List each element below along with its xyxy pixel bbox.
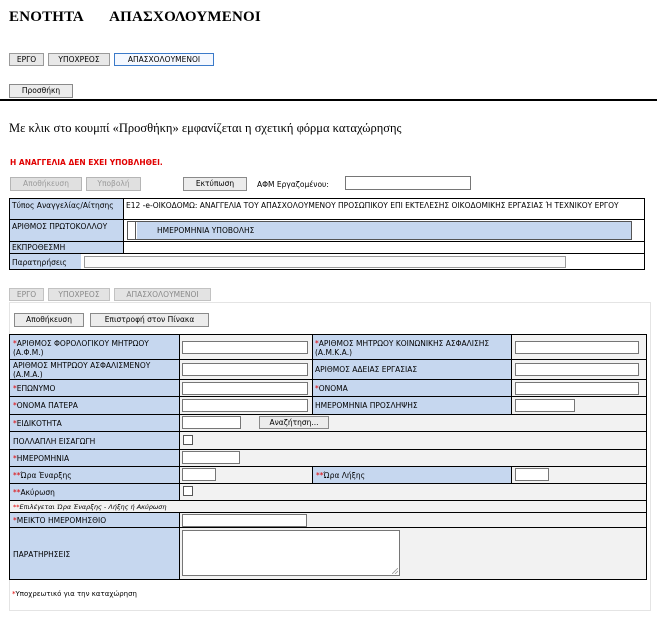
afm-input[interactable]	[182, 341, 308, 354]
form-save-button[interactable]: Αποθήκευση	[14, 313, 84, 327]
afm-employee-label: ΑΦΜ Εργαζομένου:	[257, 180, 329, 189]
warning-text: Η ΑΝΑΓΓΕΛΙΑ ΔΕΝ ΕΧΕΙ ΥΠΟΒΛΗΘΕΙ.	[10, 158, 163, 167]
heading-section: ΕΝΟΤΗΤΑ	[9, 9, 84, 25]
end-time-label: **Ώρα Λήξης	[316, 471, 366, 480]
type-label: Τύπος Αναγγελίας/Αίτησης	[12, 201, 114, 210]
cancellation-label: **Ακύρωση	[13, 488, 55, 497]
employee-form-grid	[9, 334, 647, 580]
summary-table	[9, 198, 645, 270]
notes-label: Παρατηρήσεις	[12, 258, 67, 267]
name-input[interactable]	[515, 382, 639, 395]
tab-apasxoloumenoi[interactable]: ΑΠΑΣΧΟΛΟΥΜΕΝΟΙ	[114, 53, 214, 66]
multi-entry-checkbox[interactable]	[183, 435, 193, 445]
start-time-label: **Ώρα Έναρξης	[13, 471, 72, 480]
date-input[interactable]	[182, 451, 240, 464]
work-permit-label: ΑΡΙΘΜΟΣ ΑΔΕΙΑΣ ΕΡΓΑΣΙΑΣ	[315, 365, 418, 374]
submit-button[interactable]: Υποβολή	[86, 177, 141, 191]
hire-date-input[interactable]	[515, 399, 575, 412]
father-name-input[interactable]	[182, 399, 308, 412]
surname-label: *ΕΠΩΝΥΜΟ	[13, 384, 56, 393]
specialty-label: *ΕΙΔΙΚΟΤΗΤΑ	[13, 419, 62, 428]
start-time-input[interactable]	[182, 468, 216, 481]
end-time-input[interactable]	[515, 468, 549, 481]
father-name-label: *ΟΝΟΜΑ ΠΑΤΕΡΑ	[13, 401, 78, 410]
print-button[interactable]: Εκτύπωση	[183, 177, 247, 191]
name-label: *ΟΝΟΜΑ	[315, 384, 348, 393]
surname-input[interactable]	[182, 382, 308, 395]
page-heading	[9, 9, 261, 26]
amka-input[interactable]	[515, 341, 639, 354]
header-divider	[0, 99, 657, 101]
specialty-search-button[interactable]: Αναζήτηση...	[259, 416, 329, 429]
form-tab-ergo[interactable]: ΕΡΓΟ	[9, 288, 44, 301]
ama-label: ΑΡΙΘΜΟΣ ΜΗΤΡΩΟΥ ΑΣΦΑΛΙΣΜΕΝΟΥ (Α.Μ.Α.)	[13, 361, 151, 379]
back-to-table-button[interactable]: Επιστροφή στον Πίνακα	[90, 313, 209, 327]
submit-date-label: ΗΜΕΡΟΜΗΝΙΑ ΥΠΟΒΟΛΗΣ	[157, 226, 255, 235]
specialty-input[interactable]	[182, 416, 241, 429]
daily-wage-input[interactable]	[182, 514, 307, 527]
resize-handle-icon[interactable]	[392, 568, 398, 574]
tab-ergo[interactable]: ΕΡΓΟ	[9, 53, 44, 66]
notes-input[interactable]	[84, 256, 566, 268]
heading-title: ΑΠΑΣΧΟΛΟΥΜΕΝΟΙ	[109, 9, 261, 25]
date-label: *ΗΜΕΡΟΜΗΝΙΑ	[13, 454, 70, 463]
add-button[interactable]: Προσθήκη	[9, 84, 73, 98]
type-value: Ε12 -e-ΟΙΚΟΔΟΜΩ: ΑΝΑΓΓΕΛΙΑ ΤΟΥ ΑΠΑΣΧΟΛΟΥΜΕΝΟΥ ΠΡΟΣΩΠΙΚΟΥ ΕΠΙ ΕΚΤΕΛΕΣΗΣ ΟΙΚΟΔΟΜΙΚΗΣ ΕΡΓΑΣΙΑΣ Ή ΤΕΧΝΙΚΟΥ ΕΡΓΟΥ	[126, 201, 619, 210]
mandatory-note: *Υποχρεωτικό για την καταχώρηση	[12, 590, 137, 598]
remarks-label: ΠΑΡΑΤΗΡΗΣΕΙΣ	[13, 550, 71, 559]
amka-label: *ΑΡΙΘΜΟΣ ΜΗΤΡΩΟΥ ΚΟΙΝΩΝΙΚΗΣ ΑΣΦΑΛΙΣΗΣ (Α.Μ.Κ.Α.)	[315, 339, 490, 357]
instruction-text: Με κλικ στο κουμπί «Προσθήκη» εμφανίζεται η σχετική φόρμα καταχώρησης	[9, 121, 402, 135]
daily-wage-label: *ΜΕΙΚΤΟ ΗΜΕΡΟΜΗΣΘΙΟ	[13, 516, 107, 525]
multi-entry-label: ΠΟΛΛΑΠΛΗ ΕΙΣΑΓΩΓΗ	[13, 437, 96, 446]
remarks-textarea[interactable]	[182, 530, 400, 576]
work-permit-input[interactable]	[515, 363, 639, 376]
hire-date-label: ΗΜΕΡΟΜΗΝΙΑ ΠΡΟΣΛΗΨΗΣ	[315, 401, 418, 410]
form-tab-apasxoloumenoi[interactable]: ΑΠΑΣΧΟΛΟΥΜΕΝΟΙ	[114, 288, 211, 301]
save-button-disabled[interactable]: Αποθήκευση	[10, 177, 82, 191]
ama-input[interactable]	[182, 363, 308, 376]
cancellation-checkbox[interactable]	[183, 486, 193, 496]
protocol-label: ΑΡΙΘΜΟΣ ΠΡΩΤΟΚΟΛΛΟΥ	[12, 222, 108, 231]
form-tab-ypochreos[interactable]: ΥΠΟΧΡΕΟΣ	[48, 288, 110, 301]
afm-employee-input[interactable]	[345, 176, 471, 190]
time-or-cancel-note: **Επιλέγεται Ώρα Έναρξης - Λήξης ή Ακύρωση	[13, 503, 167, 511]
afm-label: *ΑΡΙΘΜΟΣ ΦΟΡΟΛΟΓΙΚΟΥ ΜΗΤΡΩΟΥ (Α.Φ.Μ.)	[13, 339, 149, 357]
tab-ypochreos[interactable]: ΥΠΟΧΡΕΟΣ	[48, 53, 110, 66]
protocol-inner-box	[127, 221, 632, 240]
late-label: ΕΚΠΡΟΘΕΣΜΗ	[12, 243, 66, 252]
